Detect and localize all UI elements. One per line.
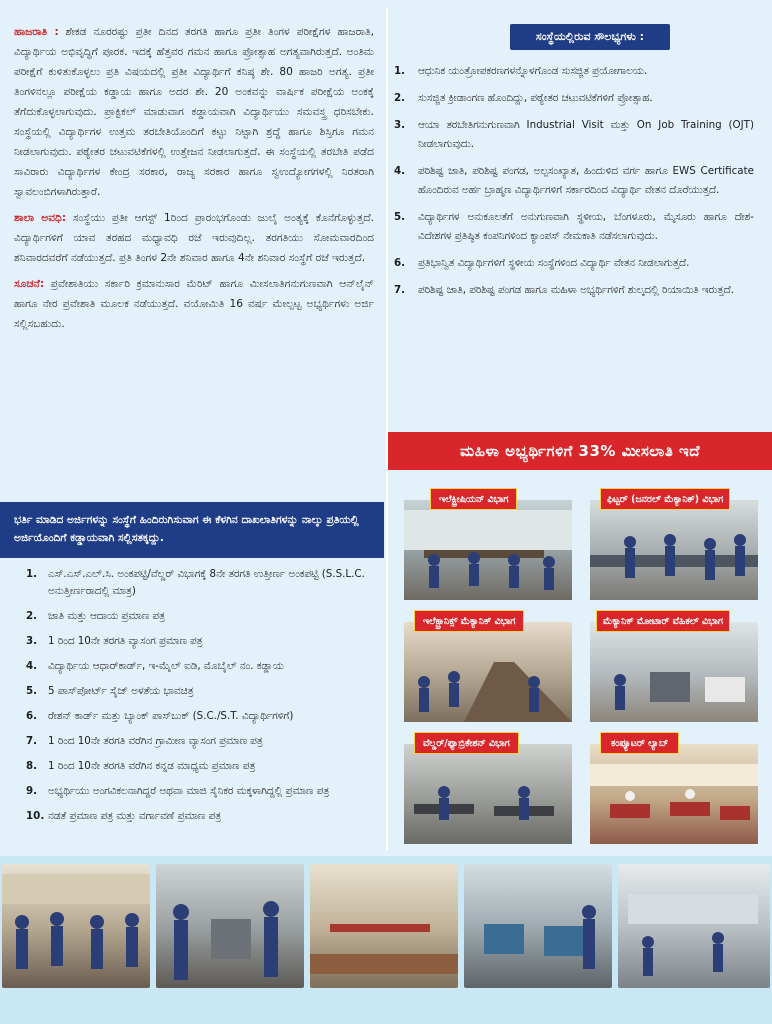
facilities-heading: ಸಂಸ್ಥೆಯಲ್ಲಿರುವ ಸೌಲಭ್ಯಗಳು : [510,24,670,50]
workshop-photo-art [404,744,572,844]
list-item: 4. ವಿದ್ಯಾರ್ಥಿಯ ಆಧಾರ್‌ಕಾರ್ಡ್, ಇ-ಮೈಲ್ ಐಡಿ, ಮೊಬೈಲ್ ನಂ. ಕಡ್ಡಾಯ [26,660,284,672]
workshop-photo-art [2,864,150,988]
workshop-photo-art [310,864,458,988]
workshop-photo [618,864,770,988]
left-column [14,22,374,340]
notice-text: ಪ್ರವೇಶಾತಿಯು ಸರ್ಕಾರಿ ಕ್ರಮಾನುಸಾರ ಮೆರಿಟ್ ಹಾಗೂ ಮೀಸಲಾತಿಗನುಗುಣವಾಗಿ ಆನ್‌ಲೈನ್ ಹಾಗೂ ನೇರ ಪ್ರವೇಶಾತಿ ಮೂಲಕ ನಡೆಯುತ್ತದೆ. ವಯೋಮಿತಿ 16 ವರ್ಷ ಮೇಲ್ಪಟ್ಟ ಅಭ್ಯರ್ಥಿಗಳು ಅರ್ಜಿ ಸಲ್ಲಿಸಬಹುದು. [14,278,374,330]
list-item: 7. 1 ರಿಂದ 10ನೇ ತರಗತಿ ವರೆಗಿನ ಗ್ರಾಮೀಣ ವ್ಯಾಸಂಗ ಪ್ರಮಾಣ ಪತ್ರ [26,735,263,747]
workshop-photo [404,622,572,722]
workshop-photo [404,500,572,600]
workshop-photo-art [590,744,758,844]
workshop-photo [590,744,758,844]
workshop-photo [310,864,458,988]
workshop-photo-art [464,864,612,988]
list-item: 6. ಪ್ರತಿಭಾನ್ವಿತ ವಿದ್ಯಾರ್ಥಿಗಳಿಗೆ ಸ್ಥಳೀಯ ಸಂಸ್ಥೆಗಳಿಂದ ವಿದ್ಯಾರ್ಥಿ ವೇತನ ನೀಡಲಾಗುತ್ತದೆ. [394,257,690,269]
workshop-photo [156,864,304,988]
list-item: 6. ರೇಶನ್ ಕಾರ್ಡ್ ಮತ್ತು ಬ್ಯಾಂಕ್ ಪಾಸ್‌ಬುಕ್ (S.C./S.T. ವಿದ್ಯಾರ್ಥಿಗಳಿಗೆ) [26,710,294,722]
workshop-photo-art [404,622,572,722]
attendance-text: ಶೇಕಡ ನೂರರಷ್ಟು ಪ್ರತೀ ದಿನದ ತರಗತಿ ಹಾಗೂ ಪ್ರತೀ ತಿಂಗಳ ಪರೀಕ್ಷೆಗಳ ಹಾಜರಾತಿ, ವಿದ್ಯಾರ್ಥಿಯ ಅಭಿವೃದ್ಧಿಗೆ ಪೂರಕ. ಇದಕ್ಕೆ ಹೆತ್ತವರ ಗಮನ ಹಾಗೂ ಪ್ರೋತ್ಸಾಹ ಅಗತ್ಯವಾಗಿರುತ್ತದೆ. ಅಂತಿಮ ಪರೀಕ್ಷೆಗೆ ಕುಳಿತುಕೊಳ್ಳಲು ಪ್ರತಿ ವಿಷಯದಲ್ಲಿ ಪ್ರತೀ ವಿದ್ಯಾರ್ಥಿಗೆ ಕನಿಷ್ಠ ಶೇ. 80 ಹಾಜರಿ ಅಗತ್ಯ. ಪ್ರತೀ ತಿಂಗಳಿನಲ್ಲೂ ಪರೀಕ್ಷೆಯ ಕಡ್ಡಾಯ ಹಾಗೂ ಅದರ ಶೇ. 20 ಅಂಕವನ್ನು ವಾರ್ಷಿಕ ಪರೀಕ್ಷೆಯ ಅಂಕಕ್ಕೆ ತೆಗೆದುಕೊಳ್ಳಲಾಗುವುದು. ಪ್ರಾಕ್ಟಿಕಲ್ ಮಾಡುವಾಗ ಕಡ್ಡಾಯವಾಗಿ ವಿದ್ಯಾರ್ಥಿಯು ಸಮವಸ್ತ್ರ ಧರಿಸಬೇಕು. ಸಂಸ್ಥೆಯಲ್ಲಿ ವಿದ್ಯಾರ್ಥಿಗಳ ಉತ್ತಮ ತರಬೇತಿಯೊಂದಿಗೆ ಕಟ್ಟು ನಿಟ್ಟಾಗಿ ಶ್ರದ್ಧೆ ಹಾಗೂ ಶಿಸ್ತಿಗೂ ಗಮನ ನೀಡಲಾಗುವುದು. ಪಠ್ಯೇತರ ಚಟುವಟಿಕೆಗಳಲ್ಲಿ ಉತ್ತೇಜನ ನೀಡಲಾಗುತ್ತದೆ. ಈ ಸಂಸ್ಥೆಯಲ್ಲಿ ತರಬೇತಿ ಪಡೆದ ಸಾವಿರಾರು ವಿದ್ಯಾರ್ಥಿಗಳ ಕೇಂದ್ರ ಸರಕಾರ, ರಾಜ್ಯ ಸರಕಾರ ಹಾಗೂ ಸ್ವಉದ್ಯೋಗಗಳಲ್ಲಿ ನಿರತರಾಗಿ ಸ್ವಾವಲಂಬಿಗಳಾಗಿರುತ್ತಾರೆ. [14,26,374,198]
list-item: 8. 1 ರಿಂದ 10ನೇ ತರಗತಿ ವರೆಗಿನ ಕನ್ನಡ ಮಾಧ್ಯಮ ಪ್ರಮಾಣ ಪತ್ರ [26,760,256,772]
list-item: 7. ಪರಿಶಿಷ್ಟ ಜಾತಿ, ಪರಿಶಿಷ್ಟ ಪಂಗಡ ಹಾಗೂ ಮಹಿಳಾ ಅಭ್ಯರ್ಥಿಗಳಿಗೆ ಶುಲ್ಕದಲ್ಲಿ ರಿಯಾಯಿತಿ ಇರುತ್ತದೆ. [394,284,734,296]
list-item: 2. ಸುಸಜ್ಜಿತ ಕ್ರೀಡಾಂಗಣ ಹೊಂದಿದ್ದು, ಪಠ್ಯೇತರ ಚಟುವಟಿಕೆಗಳಿಗೆ ಪ್ರೋತ್ಸಾಹ. [394,92,653,104]
notice-label: ಸೂಚನೆ: [14,278,45,290]
column-divider [386,8,388,850]
dept-label: ಇಲೆಕ್ಟ್ರಾನಿಕ್ಸ್ ಮೆಕ್ಯಾನಿಕ್ ವಿಭಾಗ [414,610,524,632]
workshop-photo [590,500,758,600]
workshop-photo-art [618,864,770,988]
list-item: 10. ನಡತೆ ಪ್ರಮಾಣ ಪತ್ರ ಮತ್ತು ವರ್ಗಾವಣೆ ಪ್ರಮಾಣ ಪತ್ರ [26,810,221,822]
workshop-photo-art [404,500,572,600]
list-item: 5. ವಿದ್ಯಾರ್ಥಿಗಳ ಅನುಕೂಲತೆಗೆ ಅನುಗುಣವಾಗಿ ಸ್ಥಳೀಯ, ಬೆಂಗಳೂರು, ಮೈಸೂರು ಹಾಗೂ ದೇಶ-ವಿದೇಶಗಳ ಪ್ರತಿಷ್ಠಿತ ಕಂಪನಿಗಳಿಂದ ಕ್ಯಾಂಪಸ್ ನೇಮಕಾತಿ ನಡೆಸಲಾಗುವುದು. [394,211,754,242]
workshop-photo-art [590,500,758,600]
dept-label: ಮೆಕ್ಯಾನಿಕ್ ಮೋಟಾರ್ ವೆಹಿಕಲ್ ವಿಭಾಗ [596,610,730,632]
bottom-photo-strip [0,856,772,1024]
attendance-paragraph [14,22,374,202]
list-item: 3. ಆಯಾ ತರಬೇತಿಗನುಗುಣವಾಗಿ Industrial Visit ಮತ್ತು On Job Training (OJT) ನೀಡಲಾಗುವುದು. [394,119,754,150]
dept-label: ಫಿಟ್ಟರ್ (ಜನರಲ್ ಮೆಕ್ಯಾನಿಕ್) ವಿಭಾಗ [600,488,730,510]
school-period-paragraph [14,208,374,268]
workshop-photo [2,864,150,988]
attendance-label: ಹಾಜರಾತಿ : [14,26,59,38]
list-item: 1. ಆಧುನಿಕ ಯಂತ್ರೋಪಕರಣಗಳನ್ನೊಳಗೊಂಡ ಸುಸಜ್ಜಿತ ಪ್ರಯೋಗಾಲಯ. [394,65,648,77]
list-item: 5. 5 ಪಾಸ್‌ಪೋರ್ಟ್ ಸೈಜ್ ಅಳತೆಯ ಭಾವಚಿತ್ರ [26,685,194,697]
dept-label: ವೆಲ್ಡರ್/ಫ್ಯಾಬ್ರಿಕೇಶನ್ ವಿಭಾಗ [414,732,519,754]
list-item: 1. ಎಸ್.ಎಸ್.ಎಲ್.ಸಿ. ಅಂಕಪಟ್ಟಿ/ವೆಲ್ಡರ್ ವಿಭಾಗಕ್ಕೆ 8ನೇ ತರಗತಿ ಉತ್ತೀರ್ಣ ಅಂಕಪಟ್ಟಿ (S.S.L.C. ಅನುತ್ತೀರ್ಣರಾದಲ್ಲಿ ಮಾತ್ರ) [26,568,365,597]
workshop-photo [464,864,612,988]
workshop-photo-art [156,864,304,988]
workshop-photo-art [590,622,758,722]
women-reservation-banner: ಮಹಿಳಾ ಅಭ್ಯರ್ಥಿಗಳಿಗೆ 33% ಮೀಸಲಾತಿ ಇದೆ [388,432,772,470]
list-item: 3. 1 ರಿಂದ 10ನೇ ತರಗತಿ ವ್ಯಾಸಂಗ ಪ್ರಮಾಣ ಪತ್ರ [26,635,203,647]
facilities-list [394,62,754,308]
workshop-photo [404,744,572,844]
documents-list [26,566,378,833]
school-period-text: ಸಂಸ್ಥೆಯು ಪ್ರತೀ ಆಗಸ್ಟ್ 1ರಿಂದ ಪ್ರಾರಂಭಗೊಂಡು ಜುಲೈ ಅಂತ್ಯಕ್ಕೆ ಕೊನೆಗೊಳ್ಳುತ್ತದೆ. ವಿದ್ಯಾರ್ಥಿಗಳಿಗೆ ಯಾವ ತರಹದ ಮಧ್ಯಾವಧಿ ರಜೆ ಇರುವುದಿಲ್ಲ. ತರಗತಿಯು ಸೋಮವಾರದಿಂದ ಶನಿವಾರದವರೆಗೆ ನಡೆಯುತ್ತದೆ. ಪ್ರತಿ ತಿಂಗಳ 2ನೇ ಶನಿವಾರ ಹಾಗೂ 4ನೇ ಶನಿವಾರ ಸಂಸ್ಥೆಗೆ ರಜೆ ಇರುತ್ತದೆ. [14,212,374,264]
notice-paragraph [14,274,374,334]
list-item: 4. ಪರಿಶಿಷ್ಟ ಜಾತಿ, ಪರಿಶಿಷ್ಟ ಪಂಗಡ, ಅಲ್ಪಸಂಖ್ಯಾತ, ಹಿಂದುಳಿದ ವರ್ಗ ಹಾಗೂ EWS Certificate ಹೊಂದಿರುವ ಅರ್ಹ ಬ್ರಾಹ್ಮಣ ವಿದ್ಯಾರ್ಥಿಗಳಿಗೆ ಸರ್ಕಾರದಿಂದ ವಿದ್ಯಾರ್ಥಿ ವೇತನ ದೊರೆಯುತ್ತದೆ. [394,165,754,196]
dept-label: ಕಂಪ್ಯೂಟರ್ ಲ್ಯಾಬ್ [600,732,679,754]
list-item: 2. ಜಾತಿ ಮತ್ತು ಆದಾಯ ಪ್ರಮಾಣ ಪತ್ರ [26,610,165,622]
documents-heading: ಭರ್ತಿ ಮಾಡಿದ ಅರ್ಜಿಗಳನ್ನು ಸಂಸ್ಥೆಗೆ ಹಿಂದಿರುಗಿಸುವಾಗ ಈ ಕೆಳಗಿನ ದಾಖಲಾತಿಗಳನ್ನು ನಾಲ್ಕು ಪ್ರತಿಯಲ್ಲಿ ಅರ್ಜಿಯೊಂದಿಗೆ ಕಡ್ಡಾಯವಾಗಿ ಸಲ್ಲಿಸತಕ್ಕದ್ದು. [0,502,384,558]
list-item: 9. ಅಭ್ಯರ್ಥಿಯು ಅಂಗವಿಕಲನಾಗಿದ್ದರೆ ಅಥವಾ ಮಾಜಿ ಸೈನಿಕರ ಮಕ್ಕಳಾಗಿದ್ದಲ್ಲಿ ಪ್ರಮಾಣ ಪತ್ರ [26,785,330,797]
dept-label: ಇಲೆಕ್ಟ್ರೀಷಿಯನ್ ವಿಭಾಗ [430,488,517,510]
workshop-photo [590,622,758,722]
school-period-label: ಶಾಲಾ ಅವಧಿ: [14,212,67,224]
